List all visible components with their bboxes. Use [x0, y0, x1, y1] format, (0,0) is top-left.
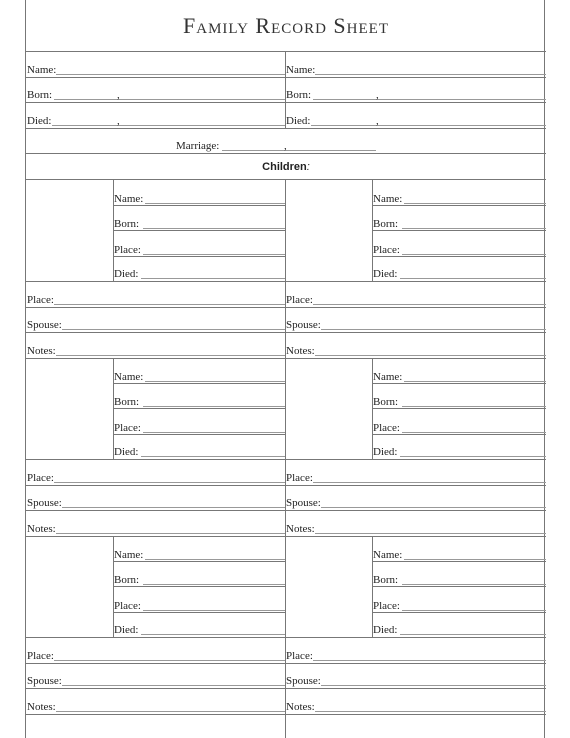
child-6-spouse-place[interactable] — [285, 638, 546, 663]
child-5-place-label: Place: — [114, 599, 141, 612]
child-5-notes[interactable] — [26, 689, 285, 714]
parent2-born-comma: , — [376, 89, 379, 101]
child-6-row-spouse — [285, 664, 546, 690]
children-heading-colon: : — [306, 161, 310, 173]
child-4-born-label: Born: — [373, 396, 399, 408]
child-2-spouse-place[interactable] — [285, 282, 546, 307]
parent1-born[interactable] — [26, 78, 285, 103]
child-6-spouse-place-label: Place: — [286, 649, 313, 662]
child-2-born[interactable] — [372, 206, 546, 232]
child-4-notes[interactable] — [285, 511, 546, 536]
child-6-spouse-line — [321, 685, 546, 686]
child-3-notes[interactable] — [26, 511, 285, 536]
child-2-place[interactable] — [372, 231, 546, 257]
child-5-row-place — [26, 587, 285, 613]
child-1-spouse[interactable] — [26, 308, 285, 333]
child-2-spouse[interactable] — [285, 308, 546, 333]
child-5-row-born — [26, 562, 285, 588]
parent1-died-comma: , — [117, 114, 120, 127]
child-1-spouse-place-label: Place: — [27, 293, 54, 306]
parent1-died-line — [52, 125, 285, 126]
child-1-spouse-line — [62, 329, 285, 330]
child-2 — [285, 180, 546, 359]
child-1-died[interactable] — [113, 257, 285, 282]
child-2-row-died — [285, 257, 546, 283]
child-2-born-line — [402, 228, 546, 229]
child-2-place-label: Place: — [373, 243, 400, 256]
child-6-place-line — [402, 610, 546, 611]
child-6-row-name — [285, 536, 546, 562]
child-3-row-place — [26, 409, 285, 435]
child-6-spouse[interactable] — [285, 664, 546, 689]
child-3 — [26, 358, 285, 537]
child-2-notes[interactable] — [285, 333, 546, 358]
child-5-row-died — [26, 613, 285, 639]
child-5-place-line — [143, 610, 285, 611]
child-3-died[interactable] — [113, 435, 285, 460]
child-4-row-died — [285, 435, 546, 461]
child-6-row-born — [285, 562, 546, 588]
child-2-row-born — [285, 206, 546, 232]
child-3-spouse-line — [62, 507, 285, 508]
child-4-died[interactable] — [372, 435, 546, 460]
child-5-spouse-place-line — [54, 660, 285, 661]
child-6-spouse-label: Spouse: — [286, 675, 321, 687]
parent1-name[interactable] — [26, 52, 285, 77]
child-3-place[interactable] — [113, 409, 285, 435]
child-5-row-spouse-place — [26, 638, 285, 664]
child-5-died[interactable] — [113, 613, 285, 638]
child-5-spouse-place-label: Place: — [27, 649, 54, 662]
parent-row-died — [26, 103, 546, 129]
child-5-name[interactable] — [113, 536, 285, 562]
child-1-born-line — [143, 228, 285, 229]
parents-divider — [285, 52, 286, 128]
child-1-row-born — [26, 206, 285, 232]
child-3-notes-line — [56, 533, 285, 534]
child-6-born-line — [402, 584, 546, 585]
child-2-row-notes — [285, 333, 546, 359]
child-4-place-label: Place: — [373, 421, 400, 434]
parent2-died-label: Died: — [286, 114, 311, 127]
parent2-died-line — [311, 125, 546, 126]
child-4-notes-label: Notes: — [286, 522, 315, 535]
child-3-row-died — [26, 435, 285, 461]
child-6-row-spouse-place — [285, 638, 546, 664]
child-3-place-line — [143, 432, 285, 433]
child-2-born-label: Born: — [373, 218, 399, 230]
parent1-died[interactable] — [26, 103, 285, 128]
child-2-row-spouse — [285, 308, 546, 334]
marriage-field[interactable] — [176, 129, 376, 154]
child-1-name-line — [145, 203, 285, 204]
child-5-place[interactable] — [113, 587, 285, 613]
child-2-died-line — [400, 278, 546, 279]
child-6-name-line — [404, 559, 546, 560]
child-5 — [26, 536, 285, 715]
child-2-row-name — [285, 180, 546, 206]
child-1-notes[interactable] — [26, 333, 285, 358]
child-3-row-name — [26, 358, 285, 384]
parent1-name-label: Name: — [27, 63, 57, 76]
child-6-name[interactable] — [372, 536, 546, 562]
child-2-row-spouse-place — [285, 282, 546, 308]
child-1-notes-label: Notes: — [27, 344, 56, 357]
child-3-name-label: Name: — [114, 370, 144, 383]
child-6 — [285, 536, 546, 715]
child-6-died-label: Died: — [373, 624, 398, 636]
child-1-born[interactable] — [113, 206, 285, 232]
child-3-born-label: Born: — [114, 396, 140, 408]
parent2-born-line — [313, 99, 546, 100]
child-3-died-line — [141, 456, 285, 457]
family-record-sheet — [25, 0, 545, 738]
child-6-died[interactable] — [372, 613, 546, 638]
child-1-died-line — [141, 278, 285, 279]
child-1-row-name — [26, 180, 285, 206]
child-1-place-line — [143, 254, 285, 255]
child-1-born-label: Born: — [114, 218, 140, 230]
child-2-spouse-place-line — [313, 304, 546, 305]
child-6-row-place — [285, 587, 546, 613]
child-4-spouse[interactable] — [285, 486, 546, 511]
child-6-place[interactable] — [372, 587, 546, 613]
child-3-row-born — [26, 384, 285, 410]
child-6-row-notes — [285, 689, 546, 715]
child-5-born[interactable] — [113, 562, 285, 588]
children-heading-label: Children — [262, 161, 307, 173]
child-4-place[interactable] — [372, 409, 546, 435]
child-1-row-died — [26, 257, 285, 283]
child-2-spouse-line — [321, 329, 546, 330]
child-4-spouse-label: Spouse: — [286, 497, 321, 509]
child-6-born-label: Born: — [373, 574, 399, 586]
child-3-spouse-place-label: Place: — [27, 471, 54, 484]
child-3-row-spouse-place — [26, 460, 285, 486]
child-5-spouse[interactable] — [26, 664, 285, 689]
child-5-row-name — [26, 536, 285, 562]
child-5-notes-line — [56, 711, 285, 712]
child-2-spouse-label: Spouse: — [286, 319, 321, 331]
child-1-spouse-place[interactable] — [26, 282, 285, 307]
child-6-notes[interactable] — [285, 689, 546, 714]
child-6-died-line — [400, 634, 546, 635]
parent-row-name — [26, 52, 546, 78]
child-4-notes-line — [315, 533, 546, 534]
child-1-row-spouse-place — [26, 282, 285, 308]
child-4-row-born — [285, 384, 546, 410]
child-3-name[interactable] — [113, 358, 285, 384]
child-6-name-label: Name: — [373, 548, 403, 561]
children-heading — [26, 154, 546, 180]
child-2-notes-line — [315, 355, 546, 356]
child-4-row-name — [285, 358, 546, 384]
child-1-row-spouse — [26, 308, 285, 334]
child-6-notes-line — [315, 711, 546, 712]
child-3-died-label: Died: — [114, 446, 139, 458]
page-title: Family Record Sheet — [26, 0, 546, 52]
parent1-born-line — [54, 99, 285, 100]
parent1-born-comma: , — [117, 89, 120, 101]
child-1-row-notes — [26, 333, 285, 359]
child-6-born[interactable] — [372, 562, 546, 588]
child-5-spouse-place[interactable] — [26, 638, 285, 663]
child-2-place-line — [402, 254, 546, 255]
child-3-spouse-place-line — [54, 482, 285, 483]
child-4-died-line — [400, 456, 546, 457]
children-divider — [285, 180, 286, 738]
parent1-name-line — [56, 74, 285, 75]
parent2-name[interactable] — [285, 52, 546, 77]
child-4-name-line — [404, 381, 546, 382]
child-4-born[interactable] — [372, 384, 546, 410]
marriage-row — [26, 129, 546, 155]
child-1 — [26, 180, 285, 359]
child-4 — [285, 358, 546, 537]
child-1-spouse-label: Spouse: — [27, 319, 62, 331]
marriage-line — [222, 150, 376, 151]
parent1-born-label: Born: — [27, 89, 53, 101]
child-6-place-label: Place: — [373, 599, 400, 612]
child-3-born-line — [143, 406, 285, 407]
child-3-born[interactable] — [113, 384, 285, 410]
child-3-spouse-label: Spouse: — [27, 497, 62, 509]
child-2-name-line — [404, 203, 546, 204]
child-2-name[interactable] — [372, 180, 546, 206]
marriage-comma: , — [284, 140, 287, 152]
child-2-name-label: Name: — [373, 192, 403, 205]
child-4-row-spouse-place — [285, 460, 546, 486]
child-4-spouse-place[interactable] — [285, 460, 546, 485]
parent-row-born — [26, 78, 546, 104]
child-3-spouse-place[interactable] — [26, 460, 285, 485]
child-4-row-place — [285, 409, 546, 435]
child-5-died-label: Died: — [114, 624, 139, 636]
child-4-born-line — [402, 406, 546, 407]
child-5-row-spouse — [26, 664, 285, 690]
marriage-label: Marriage: — [176, 140, 220, 152]
child-4-row-spouse — [285, 486, 546, 512]
child-5-born-label: Born: — [114, 574, 140, 586]
child-5-name-label: Name: — [114, 548, 144, 561]
child-4-name[interactable] — [372, 358, 546, 384]
parent2-died-comma: , — [376, 114, 379, 127]
child-5-notes-label: Notes: — [27, 700, 56, 713]
child-4-name-label: Name: — [373, 370, 403, 383]
child-1-spouse-place-line — [54, 304, 285, 305]
parent2-born[interactable] — [285, 78, 546, 103]
parent2-died[interactable] — [285, 103, 546, 128]
child-5-born-line — [143, 584, 285, 585]
child-3-row-spouse — [26, 486, 285, 512]
child-1-name[interactable] — [113, 180, 285, 206]
child-6-row-died — [285, 613, 546, 639]
parent2-name-label: Name: — [286, 63, 316, 76]
child-2-spouse-place-label: Place: — [286, 293, 313, 306]
child-1-place[interactable] — [113, 231, 285, 257]
child-3-name-line — [145, 381, 285, 382]
child-4-spouse-line — [321, 507, 546, 508]
child-1-row-place — [26, 231, 285, 257]
child-5-spouse-line — [62, 685, 285, 686]
child-5-name-line — [145, 559, 285, 560]
child-6-spouse-place-line — [313, 660, 546, 661]
child-1-name-label: Name: — [114, 192, 144, 205]
child-4-spouse-place-label: Place: — [286, 471, 313, 484]
child-3-notes-label: Notes: — [27, 522, 56, 535]
parent2-born-label: Born: — [286, 89, 312, 101]
child-3-row-notes — [26, 511, 285, 537]
child-5-died-line — [141, 634, 285, 635]
child-5-spouse-label: Spouse: — [27, 675, 62, 687]
child-2-died[interactable] — [372, 257, 546, 282]
child-4-place-line — [402, 432, 546, 433]
child-4-row-notes — [285, 511, 546, 537]
child-2-notes-label: Notes: — [286, 344, 315, 357]
child-2-died-label: Died: — [373, 268, 398, 280]
child-1-died-label: Died: — [114, 268, 139, 280]
child-4-died-label: Died: — [373, 446, 398, 458]
child-6-notes-label: Notes: — [286, 700, 315, 713]
child-1-place-label: Place: — [114, 243, 141, 256]
child-3-spouse[interactable] — [26, 486, 285, 511]
parent2-name-line — [315, 74, 546, 75]
child-5-row-notes — [26, 689, 285, 715]
child-4-spouse-place-line — [313, 482, 546, 483]
child-1-notes-line — [56, 355, 285, 356]
child-3-place-label: Place: — [114, 421, 141, 434]
child-2-row-place — [285, 231, 546, 257]
parent1-died-label: Died: — [27, 114, 52, 127]
